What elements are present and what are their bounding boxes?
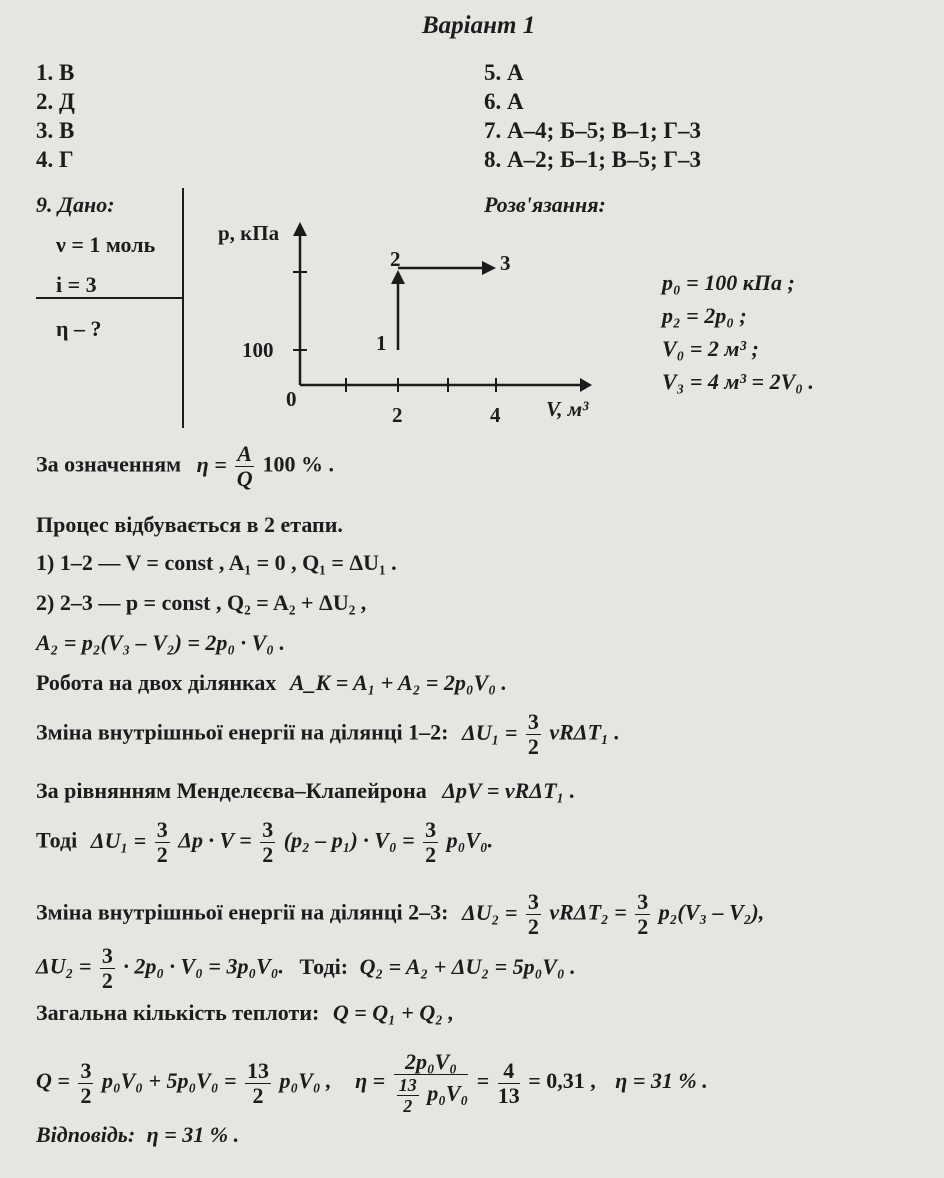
du2-text: Зміна внутрішньої енергії на ділянці 2–3: [36,899,449,925]
du2-frac-2 [635,890,650,939]
du2b-c: Q₂ = A₂ + ΔU₂ = 5p₀V₀ . [359,953,576,979]
y-axis-arrow [293,222,307,236]
answer-line [36,1122,239,1148]
q-c: p₀V₀ , [279,1068,332,1094]
work-text: Робота на двох ділянках [36,670,277,695]
work-formula: A_K = A₁ + A₂ = 2p₀V₀ . [289,670,507,695]
du2-frac2-num: 3 [637,889,649,914]
x-axis-label: V, м³ [546,397,589,421]
total-formula: Q = Q₁ + Q₂ , [332,1000,454,1025]
point-1-label: 1 [376,331,387,355]
du1-num: 3 [527,709,539,734]
eta-frac-num-4: 4 [498,1059,520,1084]
then1-a: ΔU₁ = [90,827,147,853]
q-frac2-den: 2 [252,1082,264,1108]
then1-frac1-num: 3 [156,817,168,842]
q-a: Q = [36,1068,70,1094]
definition-tail: 100 % . [262,451,334,477]
du2b-frac-den: 2 [101,968,113,993]
du2-frac1-den: 2 [527,914,539,939]
definition-text: За означенням [36,451,182,477]
eta-num: 2p₀V₀ [394,1050,469,1075]
eta-den-frac-den: 2 [403,1096,413,1116]
answer-5: 5. А [484,60,524,85]
du2b-b: · 2p₀ · V₀ = 3p₀V₀. [123,953,284,979]
du1-text: Зміна внутрішньої енергії на ділянці 1–2: [36,719,449,745]
clapeyron-formula: ΔpV = νRΔT₁ . [442,778,576,803]
condition-p0: p₀ = 100 кПа ; [662,270,795,295]
x-axis-arrow [580,378,592,392]
total-line [36,1000,454,1026]
definition-fraction [235,442,254,491]
condition-p2: p₂ = 2p₀ ; [662,303,747,328]
process-2-3-arrow [482,261,496,275]
then1-c: (p₂ – p₁) · V₀ = [283,827,415,853]
then1-frac-3 [423,818,438,867]
du1-den: 2 [527,734,539,759]
then1-frac-1 [155,818,170,867]
eta-frac-den-13: 13 [497,1082,520,1108]
answer-7: 7. А–4; Б–5; В–1; Г–3 [484,118,702,143]
definition-eta: η = [196,451,227,477]
given-divider [36,297,182,299]
given-label: 9. Дано: [36,192,115,217]
q-frac1-den: 2 [80,1082,92,1108]
process-text: Процес відбувається в 2 етапи. [36,512,343,537]
eta-a: η = [355,1068,386,1094]
condition-v0: V₀ = 2 м³ ; [662,336,759,361]
q-frac2-num: 13 [247,1057,270,1083]
du1-fraction [526,710,541,759]
q-eta-line [36,1050,708,1116]
then1-line [36,818,493,867]
q-b: p₀V₀ + 5p₀V₀ = [101,1068,237,1094]
answers-left [36,58,75,174]
q-frac-1 [78,1059,93,1108]
du2b-frac-num: 3 [101,943,113,968]
solution-label: Розв'язання: [484,192,606,217]
eta-b: = [476,1068,490,1094]
du2b-frac [100,944,115,993]
answer-6: 6. А [484,89,524,114]
answer-8: 8. А–2; Б–1; В–5; Г–3 [484,147,702,172]
clapeyron-line [36,778,575,804]
definition-num: A [237,441,252,466]
du1-right: νRΔT₁ . [549,719,620,745]
pv-graph [200,210,600,430]
answer-4: 4. Г [36,147,74,172]
eta-den-tail: p₀V₀ [427,1080,469,1106]
stage-1: 1) 1–2 — V = const , A₁ = 0 , Q₁ = ΔU₁ . [36,550,397,575]
page-title: Варіант 1 [422,12,536,39]
du2-frac1-num: 3 [527,889,539,914]
then1-frac-2 [260,818,275,867]
total-text: Загальна кількість теплоти: [36,1000,320,1025]
eta-den-frac [397,1075,419,1116]
definition-den: Q [236,466,253,491]
then1-label: Тоді [36,827,78,853]
eta-c: = 0,31 , [528,1068,596,1094]
q-frac-2 [245,1059,271,1108]
work-a2: A₂ = p₂(V₃ – V₂) = 2p₀ · V₀ . [36,630,285,655]
du2-c: p₂(V₃ – V₂), [658,899,765,925]
answers-right [484,58,701,174]
then1-b: Δp · V = [178,827,252,853]
du1-line [36,710,620,759]
answer-value: η = 31 % . [146,1122,240,1147]
given-find: η – ? [56,316,102,341]
then1-frac2-den: 2 [262,842,274,867]
then1-frac3-den: 2 [425,842,437,867]
then1-frac3-num: 3 [425,817,437,842]
du2-b: νRΔT₂ = [549,899,627,925]
du2-frac-1 [526,890,541,939]
given-vertical-line [182,188,184,428]
clapeyron-text: За рівнянням Менделєєва–Клапейрона [36,778,427,803]
eta-frac-4-13 [498,1059,520,1108]
point-3-label: 3 [500,251,511,275]
q-frac1-num: 3 [80,1057,92,1083]
origin-label: 0 [286,387,297,411]
given-nu: ν = 1 моль [56,232,156,257]
conditions [662,266,814,398]
then1-frac1-den: 2 [156,842,168,867]
condition-v3: V₃ = 4 м³ = 2V₀ . [662,369,814,394]
point-2-label: 2 [390,247,401,271]
answer-2: 2. Д [36,89,75,114]
definition-line [36,442,334,491]
x-tick-label-2: 2 [392,403,403,427]
du2b-then: Тоді: [299,953,349,979]
x-tick-label-4: 4 [490,403,501,427]
then1-d: p₀V₀. [446,827,494,853]
y-axis-label: p, кПа [218,221,280,245]
stage-2: 2) 2–3 — p = const , Q₂ = A₂ + ΔU₂ , [36,590,367,615]
du2-frac2-den: 2 [637,914,649,939]
eta-big-fraction [394,1050,469,1116]
answer-label: Відповідь: [36,1122,136,1147]
du2-a: ΔU₂ = [461,899,518,925]
du2-line [36,890,764,939]
eta-den [394,1075,469,1116]
answer-1: 1. В [36,60,75,85]
du1-left: ΔU₁ = [461,719,518,745]
du2b-a: ΔU₂ = [36,953,92,979]
eta-final: η = 31 % . [615,1068,708,1094]
y-tick-label: 100 [242,338,274,362]
process-1-2-arrow [391,270,405,284]
work-line [36,670,507,696]
answer-3: 3. В [36,118,75,143]
du2b-line [36,944,576,993]
then1-frac2-num: 3 [262,817,274,842]
given-i: i = 3 [56,272,97,297]
eta-den-frac-num: 13 [398,1075,417,1095]
